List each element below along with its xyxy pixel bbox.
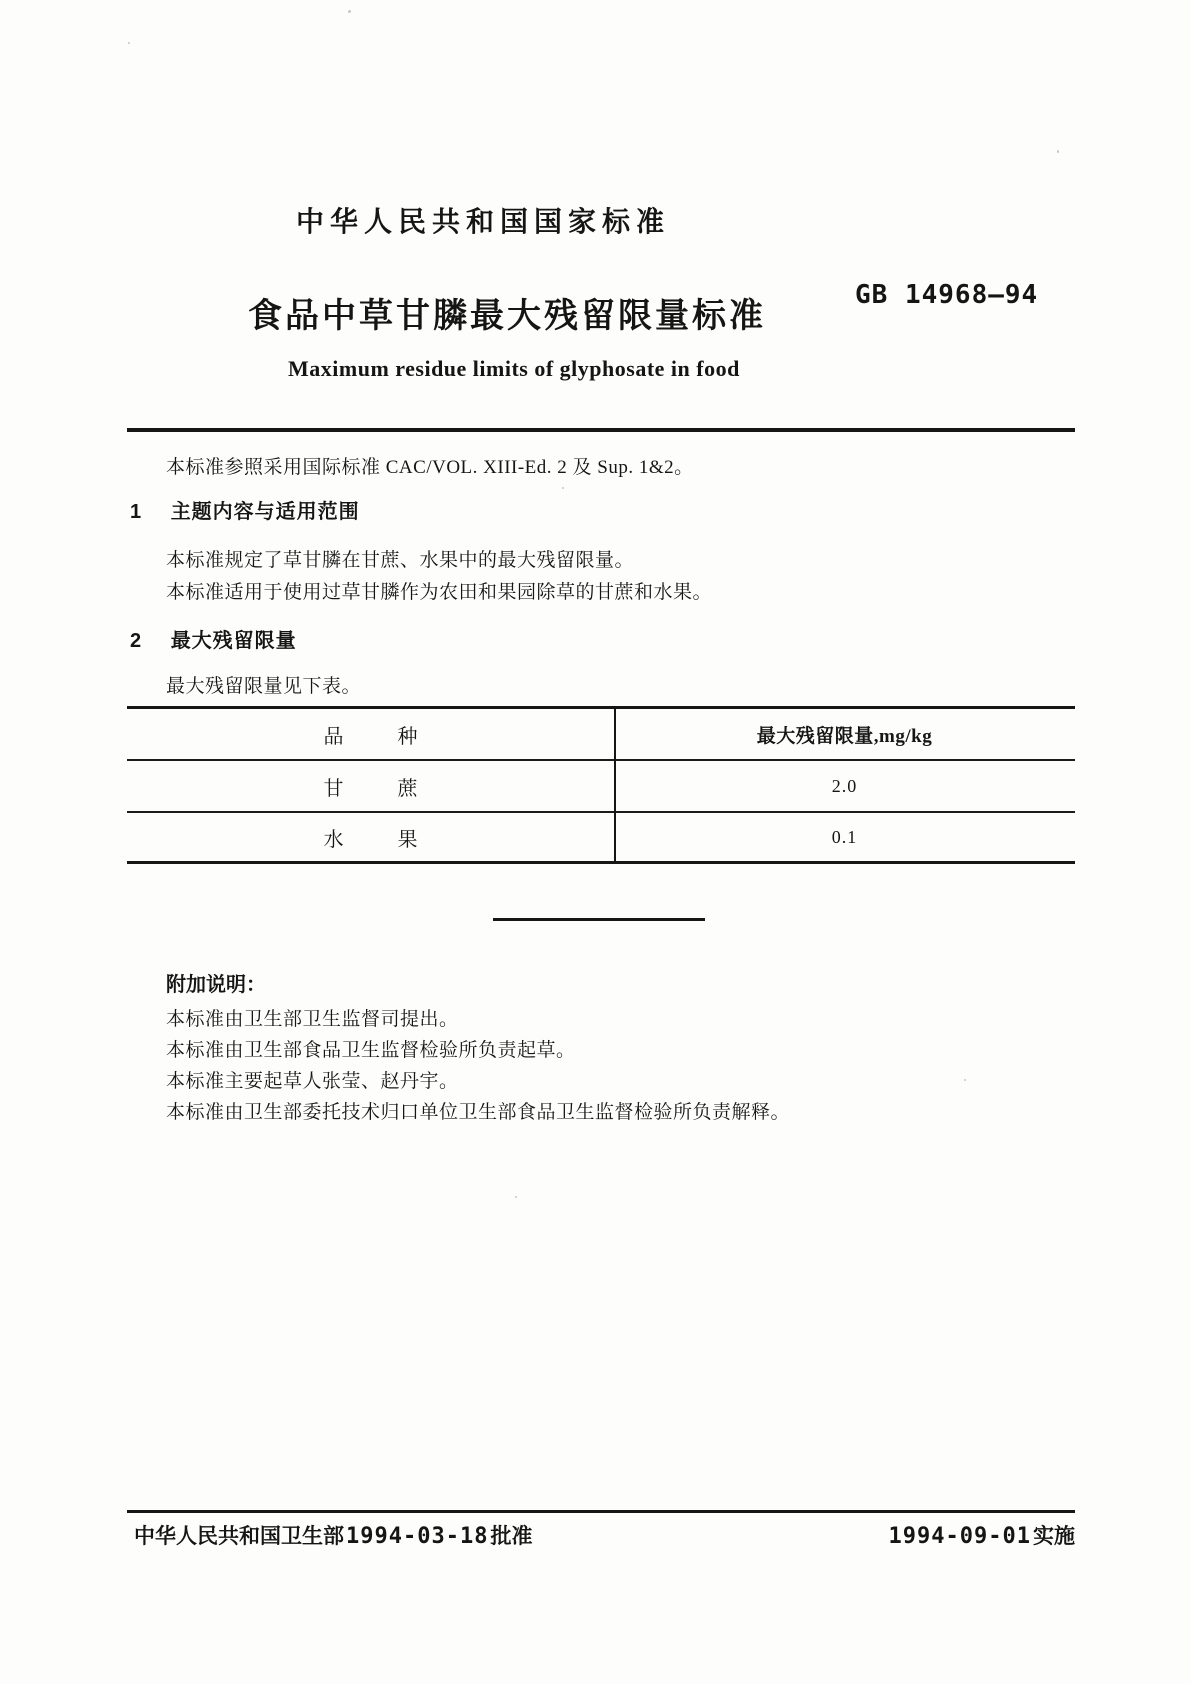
note-interpreted-by: 本标准由卫生部委托技术归口单位卫生部食品卫生监督检验所负责解释。: [166, 1102, 791, 1123]
additional-notes: [166, 972, 790, 1128]
reference-note: 本标准参照采用国际标准 CAC/VOL. XIII-Ed. 2 及 Sup. 1&2。: [166, 457, 694, 478]
table-cell-species: 甘 蔗: [323, 777, 418, 800]
approval-statement: [127, 1520, 532, 1550]
section-1-title: 主题内容与适用范围: [170, 501, 360, 523]
table-cell-limit: 2.0: [831, 775, 858, 796]
scan-speck: [964, 1079, 966, 1081]
document-title-en: Maximum residue limits of glyphosate in food: [288, 356, 740, 381]
note-proposed-by: 本标准由卫生部卫生监督司提出。: [166, 1009, 459, 1030]
footer: [127, 1520, 1075, 1550]
section-1-heading: [130, 495, 360, 524]
standard-number: GB 14968—94: [855, 280, 1039, 310]
document-title-zh: 食品中草甘膦最大残留限量标准: [248, 297, 766, 335]
section-2-title: 最大残留限量: [170, 630, 297, 652]
table-row-sugarcane: [127, 761, 1075, 813]
approval-date: 1994-03-18: [346, 1524, 489, 1549]
implementation-date: 1994-09-01: [888, 1524, 1031, 1549]
scan-speck: [1057, 150, 1059, 153]
footer-divider-rule: [127, 1510, 1075, 1513]
table-cell-limit: 0.1: [831, 826, 858, 847]
approval-authority: 中华人民共和国卫生部: [134, 1525, 344, 1548]
table-column-divider: [614, 709, 616, 861]
mrl-table: [127, 706, 1075, 864]
section-2-heading: [130, 624, 297, 653]
table-row-fruit: [127, 813, 1075, 861]
scan-speck: [128, 42, 130, 44]
note-drafters: 本标准主要起草人张莹、赵丹宇。: [166, 1071, 459, 1092]
scan-speck: [562, 487, 564, 489]
section-2-paragraph-1: 最大残留限量见下表。: [166, 676, 362, 697]
end-of-text-rule: [493, 918, 705, 921]
section-1-number: 1: [130, 501, 143, 523]
approval-suffix: 批准: [490, 1525, 533, 1548]
implementation-suffix: 实施: [1033, 1525, 1075, 1548]
scan-speck: [515, 1196, 517, 1198]
table-header-limit: 最大残留限量,mg/kg: [756, 725, 933, 747]
section-1-paragraph-2: 本标准适用于使用过草甘膦作为农田和果园除草的甘蔗和水果。: [166, 582, 713, 603]
notes-heading: 附加说明：: [166, 974, 266, 996]
table-header-species: 品 种: [323, 725, 418, 748]
note-drafted-by: 本标准由卫生部食品卫生监督检验所负责起草。: [166, 1040, 576, 1061]
section-2-number: 2: [130, 630, 143, 652]
implementation-statement: [887, 1520, 1075, 1550]
section-1-paragraph-1: 本标准规定了草甘膦在甘蔗、水果中的最大残留限量。: [166, 550, 635, 571]
table-header-row: [127, 709, 1075, 761]
scan-speck: [348, 10, 351, 13]
table-cell-species: 水 果: [323, 828, 418, 851]
header-divider-rule: [127, 428, 1075, 432]
standard-org-title: 中华人民共和国国家标准: [296, 206, 671, 237]
